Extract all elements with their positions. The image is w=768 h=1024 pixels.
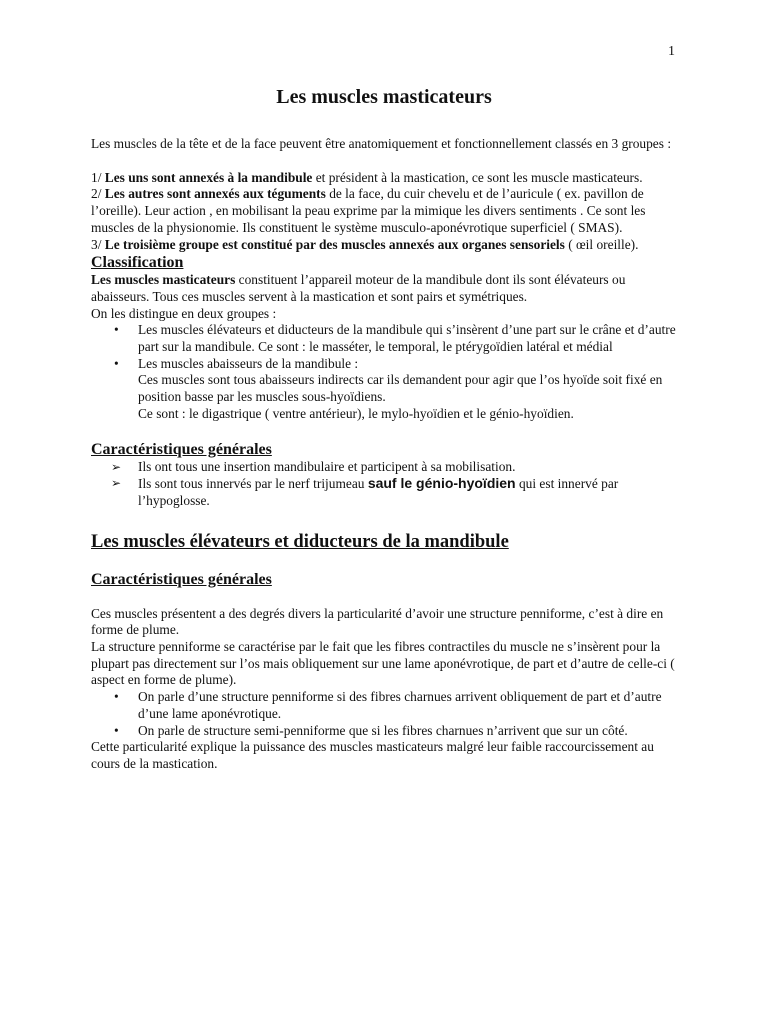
section-heading: Les muscles élévateurs et diducteurs de la mandibule <box>91 531 509 552</box>
page-title: Les muscles masticateurs <box>276 86 492 108</box>
group-3: 3/ Le troisième groupe est constitué par des muscles annexés aux organes sensoriels ( œil oreille). <box>91 236 639 252</box>
distinction-line: On les distingue en deux groupes : <box>91 305 277 321</box>
list-item: • On parle de structure semi-penniforme que si les fibres charnues n’arrivent que sur un côté. <box>114 722 628 738</box>
classification-heading: Classification <box>91 254 184 272</box>
page-number: 1 <box>668 44 675 59</box>
penniform-list <box>91 689 681 739</box>
characteristics-list <box>91 459 681 510</box>
conclusion-paragraph: Cette particularité explique la puissance des muscles masticateurs malgré leur faible raccourcissement au cours de la mastication. <box>91 739 654 771</box>
group-1: 1/ Les uns sont annexés à la mandibule et président à la mastication, ce sont les muscle masticateurs. <box>91 169 643 185</box>
list-item: ➢ Ils ont tous une insertion mandibulaire et participent à sa mobilisation. <box>111 458 516 474</box>
group-2: 2/ Les autres sont annexés aux téguments de la face, du cuir chevelu et de l’auricule ( ex. pavillon de l’oreille). Leur action , en mobilisant la peau exprime par la mimique les divers sentiments . Ce sont les muscles de la physionomie. Ils constituent le système musculo-aponévrotique superficiel ( SMAS). <box>91 186 646 235</box>
classification-paragraph: Les muscles masticateurs constituent l’appareil moteur de la mandibule dont ils sont élévateurs ou abaisseurs. Tous ces muscles servent à la mastication et sont pairs et symétriques. <box>91 272 626 304</box>
penniform-paragraph: Ces muscles présentent a des degrés divers la particularité d’avoir une structure penniforme, c’est à dire en forme de plume. <box>91 605 664 638</box>
penniform-structure-paragraph: La structure penniforme se caractérise par le fait que les fibres contractiles du muscle ne s’insèrent pour la plupart pas directement sur l’os mais obliquement sur une lame aponévrotique, de part et d’autre de celle-ci ( aspect en forme de plume). <box>91 639 675 688</box>
list-item: • Les muscles élévateurs et diducteurs de la mandibule qui s’insèrent d’une part sur le crâne et d’autre part sur la mandibule. Ce sont : le masséter, le temporal, le ptérygoïdien latéral et médial <box>114 322 676 355</box>
document-body <box>91 136 681 773</box>
list-item: • On parle d’une structure penniforme si des fibres charnues arrivent obliquement de part et d’autre d’une lame aponévrotique. <box>114 689 662 721</box>
list-item: ➢ Ils sont tous innervés par le nerf trijumeau sauf le génio-hyoïdien qui est innervé par l’hypoglosse. <box>111 475 619 508</box>
general-characteristics-heading: Caractéristiques générales <box>91 440 272 458</box>
list-item: • Les muscles abaisseurs de la mandibule : Ces muscles sont tous abaisseurs indirects car ils demandent pour agir que l’os hyoïde soit fixé en position basse par les muscles sous-hyoïdiens. Ce sont : le digastrique ( ventre antérieur), le mylo-hyoïdien et le génio-hyoïdien. <box>114 355 663 421</box>
section-subheading: Caractéristiques générales <box>91 570 272 588</box>
intro-paragraph: Les muscles de la tête et de la face peuvent être anatomiquement et fonctionnellement classés en 3 groupes : <box>91 136 672 151</box>
classification-list <box>91 322 681 422</box>
